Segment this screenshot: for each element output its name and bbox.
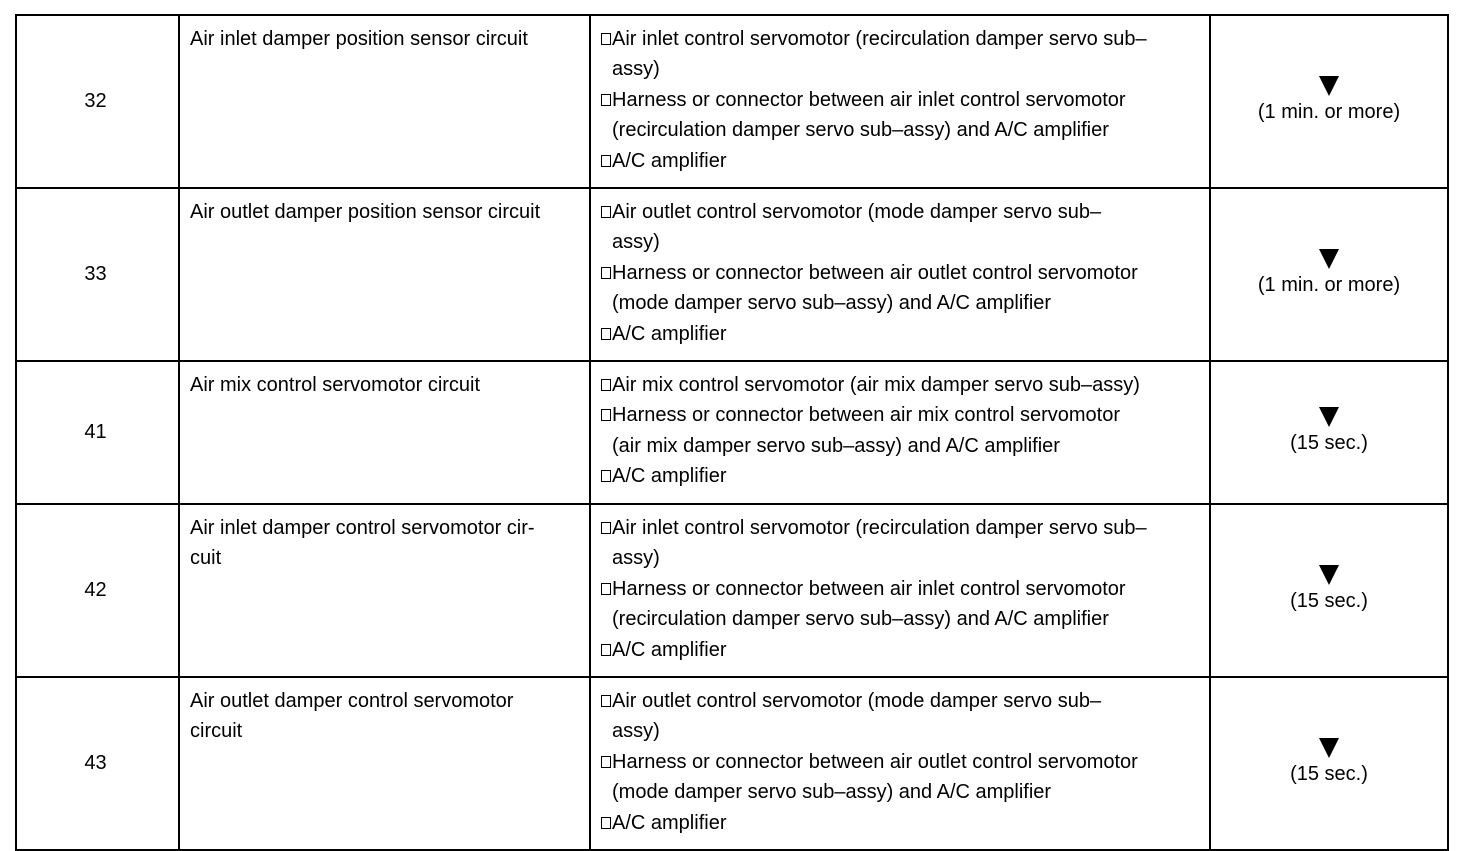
table-row bbox=[16, 15, 1448, 188]
memory-cell bbox=[1210, 504, 1448, 677]
cause-item: Air outlet control servomotor (mode damper servo sub– bbox=[601, 686, 1201, 716]
checkbox-icon bbox=[601, 756, 611, 768]
table-row bbox=[16, 188, 1448, 361]
checkbox-icon bbox=[601, 94, 611, 106]
cause-item: Harness or connector between air mix control servomotor bbox=[601, 400, 1201, 430]
cause-item: Air outlet control servomotor (mode damper servo sub– bbox=[601, 197, 1201, 227]
cause-continuation: assy) bbox=[612, 58, 660, 81]
checkbox-icon bbox=[601, 155, 611, 167]
code-text: 43 bbox=[84, 752, 107, 775]
memory-text: (1 min. or more) bbox=[1257, 273, 1401, 296]
code-text: 41 bbox=[84, 421, 107, 444]
memory-text: (15 sec.) bbox=[1290, 762, 1368, 785]
memory-cell bbox=[1210, 15, 1448, 188]
cause-continuation: (mode damper servo sub–assy) and A/C amplifier bbox=[612, 781, 1052, 804]
title-text: Air inlet damper position sensor circuit bbox=[190, 28, 528, 50]
memory-text: (15 sec.) bbox=[1290, 431, 1368, 454]
code-text: 42 bbox=[84, 579, 107, 602]
triangle-down-icon bbox=[1319, 407, 1339, 427]
checkbox-icon bbox=[601, 522, 611, 534]
code-cell bbox=[16, 188, 179, 361]
cause-item: Harness or connector between air inlet control servomotor bbox=[601, 85, 1201, 115]
memory-text: (1 min. or more) bbox=[1257, 100, 1401, 123]
cause-item: A/C amplifier bbox=[601, 808, 1201, 838]
checkbox-icon bbox=[601, 379, 611, 391]
title-cell bbox=[179, 504, 590, 677]
cause-item: Harness or connector between air outlet control servomotor bbox=[601, 747, 1201, 777]
code-cell bbox=[16, 677, 179, 850]
checkbox-icon bbox=[601, 644, 611, 656]
checkbox-icon bbox=[601, 328, 611, 340]
memory-cell bbox=[1210, 188, 1448, 361]
checkbox-icon bbox=[601, 206, 611, 218]
cause-continuation: (recirculation damper servo sub–assy) and A/C amplifier bbox=[612, 608, 1109, 631]
title-cell bbox=[179, 677, 590, 850]
causes-cell bbox=[590, 504, 1210, 677]
checkbox-icon bbox=[601, 409, 611, 421]
title-cell bbox=[179, 361, 590, 504]
code-text: 32 bbox=[84, 90, 107, 113]
causes-cell bbox=[590, 361, 1210, 504]
cause-item: Air inlet control servomotor (recirculation damper servo sub– bbox=[601, 24, 1201, 54]
title-text: Air inlet damper control servomotor cir- cuit bbox=[190, 517, 535, 570]
code-cell bbox=[16, 504, 179, 677]
table-row bbox=[16, 677, 1448, 850]
causes-cell bbox=[590, 15, 1210, 188]
cause-continuation: assy) bbox=[612, 547, 660, 570]
title-text: Air mix control servomotor circuit bbox=[190, 374, 481, 396]
title-cell bbox=[179, 15, 590, 188]
code-text: 33 bbox=[84, 263, 107, 286]
triangle-down-icon bbox=[1319, 738, 1339, 758]
cause-item: A/C amplifier bbox=[601, 146, 1201, 176]
title-text: Air outlet damper position sensor circuit bbox=[190, 201, 541, 223]
cause-item: Air mix control servomotor (air mix damper servo sub–assy) bbox=[601, 370, 1201, 400]
triangle-down-icon bbox=[1319, 565, 1339, 585]
code-cell bbox=[16, 15, 179, 188]
cause-continuation: assy) bbox=[612, 720, 660, 743]
triangle-down-icon bbox=[1319, 76, 1339, 96]
causes-cell bbox=[590, 188, 1210, 361]
title-cell bbox=[179, 188, 590, 361]
code-cell bbox=[16, 361, 179, 504]
cause-item: Harness or connector between air outlet control servomotor bbox=[601, 258, 1201, 288]
cause-continuation: (air mix damper servo sub–assy) and A/C amplifier bbox=[612, 434, 1060, 457]
checkbox-icon bbox=[601, 267, 611, 279]
checkbox-icon bbox=[601, 33, 611, 45]
checkbox-icon bbox=[601, 817, 611, 829]
table-row bbox=[16, 361, 1448, 504]
cause-item: Harness or connector between air inlet control servomotor bbox=[601, 574, 1201, 604]
memory-text: (15 sec.) bbox=[1290, 589, 1368, 612]
table-row bbox=[16, 504, 1448, 677]
cause-item: A/C amplifier bbox=[601, 319, 1201, 349]
cause-continuation: (mode damper servo sub–assy) and A/C amplifier bbox=[612, 292, 1052, 315]
title-text: Air outlet damper control servomotor circuit bbox=[190, 690, 514, 743]
checkbox-icon bbox=[601, 695, 611, 707]
causes-cell bbox=[590, 677, 1210, 850]
triangle-down-icon bbox=[1319, 249, 1339, 269]
cause-item: Air inlet control servomotor (recirculation damper servo sub– bbox=[601, 513, 1201, 543]
cause-continuation: (recirculation damper servo sub–assy) and A/C amplifier bbox=[612, 119, 1109, 142]
cause-continuation: assy) bbox=[612, 231, 660, 254]
cause-item: A/C amplifier bbox=[601, 461, 1201, 491]
memory-cell bbox=[1210, 677, 1448, 850]
cause-item: A/C amplifier bbox=[601, 635, 1201, 665]
dtc-table bbox=[15, 14, 1449, 851]
memory-cell bbox=[1210, 361, 1448, 504]
checkbox-icon bbox=[601, 470, 611, 482]
checkbox-icon bbox=[601, 583, 611, 595]
